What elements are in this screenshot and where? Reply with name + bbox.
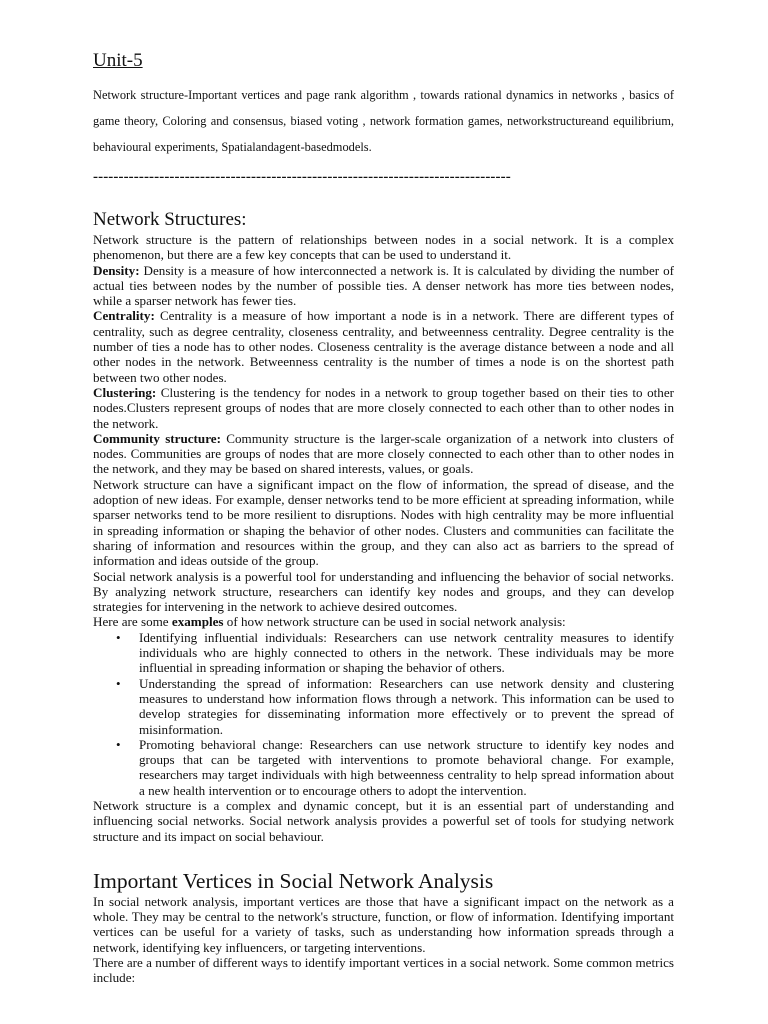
centrality-term: Centrality:	[93, 308, 155, 324]
bullet-icon: •	[116, 675, 121, 691]
sna-paragraph: Social network analysis is a powerful tool for understanding and influencing the behavior of social networks. By analyzing network structure, researchers can identify key nodes and groups, and they can develop strategies for intervening in the network to achieve desired outcomes.	[93, 568, 674, 615]
centrality-text: Centrality is a measure of how important a node is in a network. There are different types of centrality, such as degree centrality, closeness centrality, and betweenness centrality. Degree centrality is the number of ties a node has to other nodes. Closeness centrality is the average distance between a node and all other nodes in the network. Betweenness centrality is the number of times a node is on the shortest path between two other nodes.	[93, 308, 674, 385]
examples-pre: Here are some	[93, 614, 172, 630]
bullet-icon: •	[116, 736, 121, 752]
examples-intro	[93, 614, 674, 629]
unit-topics: Network structure-Important vertices and page rank algorithm , towards rational dynamics in networks , basics of game theory, Coloring and consensus, biased voting , network formation games, networkstructureand equilibrium, behavioural experiments, Spatialandagent-basedmodels.	[93, 88, 674, 154]
conclusion-paragraph: Network structure is a complex and dynamic concept, but it is an essential part of understanding and influencing social networks. Social network analysis provides a powerful set of tools for studying network structure and its impact on social behaviour.	[93, 797, 674, 844]
density-term: Density:	[93, 262, 140, 278]
examples-post: of how network structure can be used in social network analysis:	[223, 614, 566, 630]
list-item-text: Identifying influential individuals: Researchers can use network centrality measures to identify individuals who are highly connected to others in the network. These individuals may be more influential in spreading information or shaping the behavior of others.	[139, 629, 674, 676]
community-paragraph	[93, 431, 674, 477]
important-vertices-p2: There are a number of different ways to identify important vertices in a social network. Some common metrics include:	[93, 955, 674, 986]
community-term: Community structure:	[93, 430, 221, 446]
list-item	[116, 629, 674, 676]
list-item-text: Understanding the spread of information: Researchers can use network density and clustering measures to understand how information flows through a network. This information can be used to develop strategies for disseminating information more effectively or to prevent the spread of misinformation.	[139, 675, 674, 737]
clustering-paragraph	[93, 385, 674, 431]
examples-list	[93, 630, 674, 798]
document-content	[93, 50, 674, 986]
list-item	[116, 675, 674, 737]
network-structures-heading: Network Structures:	[93, 209, 247, 230]
clustering-term: Clustering:	[93, 384, 157, 400]
important-vertices-p1: In social network analysis, important vertices are those that have a significant impact on the network as a whole. They may be central to the network's structure, function, or flow of information. Identifying important vertices can be useful for a variety of tasks, such as understanding how information spreads through a network, identifying key influencers, or targeting interventions.	[93, 893, 674, 955]
impact-paragraph: Network structure can have a significant impact on the flow of information, the spread of disease, and the adoption of new ideas. For example, denser networks tend to be more efficient at spreading information, while sparser networks tend to be more resilient to disruptions. Nodes with high centrality may be more influential in spreading information or shaping the behavior of other nodes. Clusters and communities can facilitate the sharing of information and resources within the group, and they can also act as barriers to the spread of information and ideas outside of the group.	[93, 476, 674, 569]
bullet-icon: •	[116, 629, 121, 645]
list-item-text: Promoting behavioral change: Researchers can use network structure to identify key nodes and groups that can be targeted with interventions to promote behavioral change. For example, researchers may target individuals with high betweenness centrality to help spread information about a new health intervention or to encourage others to adopt the intervention.	[139, 736, 674, 798]
examples-bold: examples	[171, 614, 224, 630]
network-structures-intro: Network structure is the pattern of relationships between nodes in a social network. It is a complex phenomenon, but there are a few key concepts that can be used to understand it.	[93, 232, 674, 263]
density-text: Density is a measure of how interconnected a network is. It is calculated by dividing the number of actual ties between nodes by the number of possible ties. A denser network has more ties between nodes, while a sparser network has fewer ties.	[93, 262, 674, 309]
list-item	[116, 736, 674, 798]
important-vertices-heading: Important Vertices in Social Network Analysis	[93, 868, 494, 893]
section-divider: ----------------------------------------------------------------------------------	[93, 169, 511, 185]
centrality-paragraph	[93, 308, 674, 384]
unit-title: Unit-5	[93, 50, 143, 71]
community-text: Community structure is the larger-scale organization of a network into clusters of nodes. Communities are groups of nodes that are more closely connected to each other than to other nodes in the network, and they may be based on shared interests, values, or goals.	[93, 430, 674, 477]
clustering-text: Clustering is the tendency for nodes in a network to group together based on their ties to other nodes.Clusters represent groups of nodes that are more closely connected to each other than to other nodes in the network.	[93, 384, 674, 431]
density-paragraph	[93, 263, 674, 309]
